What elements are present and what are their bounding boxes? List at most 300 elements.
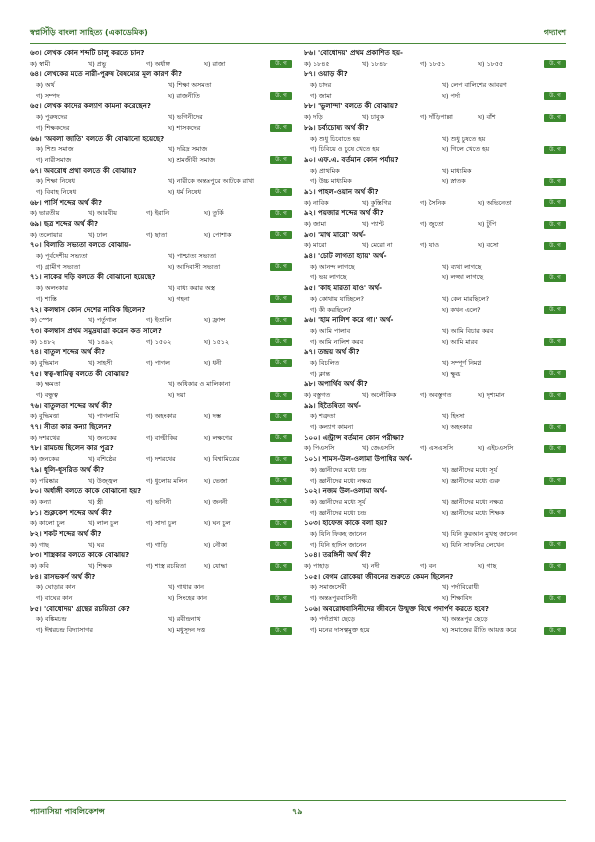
option-row xyxy=(30,358,292,369)
answer-badge: উ. গ xyxy=(270,563,292,571)
question-text: ৯০। এফ.এ. বর্তমান কোন পর্যায়? xyxy=(304,155,399,164)
option-row xyxy=(304,305,566,316)
answer-option: ঘ) ভেজা xyxy=(204,476,228,485)
answer-option: গ) জ্ঞানীদের মধ্যে নক্ষত্র xyxy=(310,476,372,485)
answer-option: ক) কন্যা xyxy=(30,497,51,506)
question-text: ৬৫। লেখক কাদের কল্যাণ কামনা করেছেন? xyxy=(30,102,151,111)
option-row xyxy=(304,176,566,187)
option-row xyxy=(304,443,566,454)
answer-option: ঘ) নৌকা xyxy=(204,540,228,549)
answer-option: গ) বিবাহ নিষেধ xyxy=(36,187,77,196)
answer-option: খ) পাশ্চাত্য সভ্যতা xyxy=(168,252,216,261)
option-row xyxy=(304,134,566,145)
answer-badge: উ. গ xyxy=(270,210,292,218)
answer-option: গ) নারীসমাজ xyxy=(36,155,72,164)
question-text: ৭৬। বাতুলতা শব্দের অর্থ কী? xyxy=(30,401,113,410)
answer-option: ক) নাবিক xyxy=(304,198,329,207)
question-block xyxy=(30,550,292,571)
question-block xyxy=(304,550,566,571)
answer-option: ঘ) তুর্কি xyxy=(204,209,224,218)
question-text: ৯৯। হিতৈষিতা অর্থ- xyxy=(304,401,361,410)
answer-option: খ) ভগিনীদের xyxy=(168,113,203,122)
option-row xyxy=(30,294,292,305)
question-text: ৮৮। 'ভুলান্দা' বলতে কী বোঝায়? xyxy=(304,102,399,111)
question-block xyxy=(30,529,292,550)
answer-option: গ) যিনি হাদিস জানেন xyxy=(310,540,367,549)
answer-badge: উ. গ xyxy=(270,477,292,485)
answer-option: ক) ঘোড়ার কান xyxy=(36,583,76,592)
answer-option: খ) চাবুক xyxy=(362,113,385,122)
option-row xyxy=(30,625,292,636)
question-text: ৭৭। সীতা কার কন্যা ছিলেন? xyxy=(30,423,112,432)
answer-option: ঘ) সিংহের কান xyxy=(168,594,207,603)
answer-option: গ) ভয় লাগছে xyxy=(310,273,347,282)
answer-option: ক) স্পেন xyxy=(30,316,53,325)
answer-option: খ) হিংসা xyxy=(442,412,465,421)
question-block xyxy=(30,69,292,101)
answer-option: খ) শিক্ষা অসমতা xyxy=(168,81,212,90)
answer-option: ঘ) ফ্রান্স xyxy=(204,316,226,325)
option-row xyxy=(30,614,292,625)
answer-option: খ) মাধ্যমিক xyxy=(442,166,472,175)
answer-option: গ) শাস্ত্র রচয়িতা xyxy=(146,562,186,570)
answer-badge: উ. গ xyxy=(544,221,566,229)
answer-option: ঘ) ঘন চুল xyxy=(204,519,231,528)
answer-badge: উ. গ xyxy=(270,392,292,400)
answer-option: ক) অর্থ xyxy=(36,81,55,90)
option-row xyxy=(304,240,566,251)
answer-option: ক) শত্রুতা xyxy=(310,412,336,421)
answer-option: খ) পাগলামি xyxy=(88,412,120,421)
answer-option: খ) সম্পূর্ণ নিমগ্ন xyxy=(442,358,482,367)
question-block xyxy=(30,401,292,422)
question-text: ৬৬। 'অবলা জাতি' বলতে কী বোঝানো হয়েছে? xyxy=(30,134,165,143)
answer-option: ক) কোথায় যাচ্ছিলে? xyxy=(310,294,364,303)
answer-option: গ) মনের দাসত্বমুক্ত হয়ে xyxy=(310,626,370,635)
answer-option: ক) স্বামী xyxy=(30,59,51,68)
question-text: ৬৩। লেখক কোন শব্দটি চালু করতে চান? xyxy=(30,49,145,57)
answer-option: ঘ) কখন এলে? xyxy=(442,305,481,314)
option-row xyxy=(304,422,566,433)
question-block xyxy=(30,198,292,219)
option-row xyxy=(304,411,566,422)
answer-option: খ) রবীন্দ্রনাথ xyxy=(168,615,201,624)
answer-badge: উ. গ xyxy=(270,434,292,442)
answer-option: ক) গাছ xyxy=(30,540,49,549)
answer-option: গ) সম্পদ xyxy=(36,91,60,100)
answer-option: ঘ) দম্ভ xyxy=(204,412,221,421)
answer-option: গ) জুতো xyxy=(420,220,444,228)
question-text: ৭৯। ধূলি-ধূসরিত অর্থ কী? xyxy=(30,465,105,474)
answer-option: খ) বাধ্য করার অস্ত্র xyxy=(168,284,215,293)
answer-option: ঘ) পর্দা xyxy=(442,91,461,100)
answer-option: ক) ক্ষমতা xyxy=(36,380,61,389)
answer-option: ঘ) আদিবাসী সভ্যতা xyxy=(168,262,221,271)
question-block xyxy=(30,48,292,69)
option-row xyxy=(304,198,566,209)
option-row xyxy=(304,614,566,625)
answer-option: ঘ) জ্ঞানীদের মধ্যে শিক্ষক xyxy=(442,508,505,517)
option-row xyxy=(304,326,566,337)
answer-option: ক) পাহাড় xyxy=(304,562,329,570)
answer-option: ঘ) গিলে খেতে হয় xyxy=(442,145,490,154)
answer-badge: উ. গ xyxy=(544,541,566,549)
answer-option: ক) জনকের xyxy=(30,455,60,464)
question-text: ৬৮। পার্সি শব্দের অর্থ কী? xyxy=(30,198,103,207)
answer-option: গ) দাঁড়িপাল্লা xyxy=(420,113,453,122)
right-column xyxy=(304,48,566,636)
question-block xyxy=(304,572,566,604)
book-title: স্বপ্নসিঁড়ি বাংলা সাহিত্য (একাডেমিক) xyxy=(30,28,148,37)
answer-option: খ) নদী xyxy=(362,562,380,570)
answer-option: ঘ) জননী xyxy=(204,497,228,506)
question-text: ৭২। কলম্বাস কোন দেশের নাবিক ছিলেন? xyxy=(30,305,146,314)
option-row xyxy=(304,476,566,487)
option-row xyxy=(304,540,566,551)
answer-option: গ) ক্লান্ত xyxy=(310,369,330,378)
answer-option: ঘ) এইচএসসি xyxy=(478,444,514,453)
answer-option: ক) বস্তুগত xyxy=(304,391,331,399)
question-text: ১০৫। বেগম রোকেয়া জীবনের শুরুতে কেমন ছিলেন? xyxy=(304,572,454,581)
answer-option: গ) উচ্চ মাধ্যমিক xyxy=(310,177,352,186)
option-row xyxy=(30,112,292,123)
option-row xyxy=(30,315,292,326)
answer-option: গ) বন্ধুত্ব xyxy=(36,391,58,399)
question-text: ৬৭। অবরোধ প্রথা বলতে কী বোঝায়? xyxy=(30,166,137,175)
answer-option: গ) জ্ঞানীদের মধ্যে চন্দ্র xyxy=(310,508,366,517)
answer-option: ক) পিএসসি xyxy=(304,444,335,453)
option-row xyxy=(304,80,566,91)
page-number: ৭৯ xyxy=(292,807,303,816)
question-block xyxy=(30,465,292,486)
answer-option: গ) গ্রামীণ সভ্যতা xyxy=(36,262,81,271)
option-row xyxy=(304,294,566,305)
question-block xyxy=(304,283,566,315)
answer-option: খ) ১৪৯২ xyxy=(88,337,114,346)
question-block xyxy=(30,219,292,240)
answer-option: খ) দরিদ্র সমাজ xyxy=(168,145,208,154)
answer-option: খ) অধিকার ও মালিকানা xyxy=(168,380,231,389)
answer-option: খ) পর্তুগাল xyxy=(88,316,117,325)
answer-badge: উ. গ xyxy=(544,146,566,154)
question-block xyxy=(304,230,566,251)
option-row xyxy=(30,540,292,551)
answer-badge: উ. গ xyxy=(544,595,566,603)
option-row xyxy=(30,262,292,273)
question-block xyxy=(304,48,566,69)
answer-badge: উ. গ xyxy=(270,359,292,367)
answer-badge: উ. গ xyxy=(544,445,566,453)
option-row xyxy=(30,379,292,390)
answer-option: ক) জ্ঞানীদের মধ্যে চন্দ্র xyxy=(310,465,367,474)
answer-option: ক) মারো xyxy=(304,241,327,250)
answer-option: খ) ১৮৪৮ xyxy=(362,59,388,68)
question-block xyxy=(30,486,292,507)
answer-option: খ) ঢাল xyxy=(88,230,107,239)
answer-option: খ) আরবীয় xyxy=(88,209,117,218)
option-row xyxy=(304,465,566,476)
answer-option: খ) আমি বিচার করব xyxy=(442,326,494,335)
answer-badge: উ. গ xyxy=(270,60,292,68)
answer-option: ক) অলংকার xyxy=(36,284,68,293)
option-row xyxy=(30,91,292,102)
answer-option: খ) সাহসী xyxy=(88,358,113,367)
option-row xyxy=(30,411,292,422)
question-text: ১০২। নজম উল-ওলামা অর্থ- xyxy=(304,487,388,496)
question-block xyxy=(30,347,292,368)
answer-option: খ) লেপ বালিশের আবরণ xyxy=(442,81,507,90)
answer-option: খ) জ্ঞানীদের মধ্যে সূর্য xyxy=(442,465,498,474)
answer-option: গ) অন্তঃপুরবাসিনী xyxy=(310,594,358,603)
answer-badge: উ. গ xyxy=(270,413,292,421)
answer-option: ঘ) শিক্ষাবিদ xyxy=(442,594,472,603)
option-row xyxy=(30,433,292,444)
answer-badge: উ. গ xyxy=(270,156,292,164)
answer-option: গ) জামা xyxy=(310,91,332,100)
question-text: ১০৬। অবরোধবাসিনীদের জীবনে উন্মুক্ত বিশ্বে পদার্পণ করতে হবে? xyxy=(304,604,489,613)
question-block xyxy=(304,604,566,636)
question-text: ৬৯। ছত্র শব্দের অর্থ কী? xyxy=(30,220,99,228)
option-row xyxy=(304,497,566,508)
question-block xyxy=(304,433,566,454)
question-text: ৮৭। ওয়াড় কী? xyxy=(304,70,348,79)
answer-badge: উ. গ xyxy=(270,124,292,132)
question-text: ৯৭। তন্দ্রয় অর্থ কী? xyxy=(304,348,360,357)
answer-badge: উ. গ xyxy=(270,188,292,196)
answer-option: ক) আনন্দ লাগছে xyxy=(310,262,355,271)
answer-badge: উ. গ xyxy=(544,178,566,186)
option-row xyxy=(304,272,566,283)
question-text: ৯৮। অপার্থিব অর্থ কী? xyxy=(304,380,368,389)
answer-option: খ) প্রভু xyxy=(88,59,107,68)
answer-badge: উ. গ xyxy=(270,338,292,346)
answer-option: খ) লাল চুল xyxy=(88,519,119,528)
answer-badge: উ. গ xyxy=(270,295,292,303)
answer-option: খ) জনকের xyxy=(88,433,117,442)
option-row xyxy=(304,369,566,380)
answer-option: খ) কুস্তিগির xyxy=(362,198,392,207)
option-row xyxy=(30,337,292,348)
option-row xyxy=(30,155,292,166)
answer-option: ঘ) যিনি সাফসির লেখেন xyxy=(442,540,504,549)
answer-option: গ) অবস্তুগত xyxy=(420,391,452,399)
question-block xyxy=(304,123,566,155)
answer-option: ঘ) লক্ষণের xyxy=(204,433,233,442)
answer-option: ক) জামা xyxy=(304,220,326,228)
publisher-name: প্যানাসিয়া পাবলিকেশন্স xyxy=(30,807,105,816)
answer-option: ঘ) দৃশ্যমান xyxy=(478,391,505,399)
question-text: ৭৩। কলম্বাস প্রথম সমুদ্রযাত্রা করেন কত সালে? xyxy=(30,326,162,335)
answer-option: ঘ) পোশাক xyxy=(204,230,232,239)
answer-option: গ) কল্যাণ কামনা xyxy=(310,423,354,432)
answer-option: ক) প্রাথমিক xyxy=(310,166,340,175)
answer-option: ঘ) ক্ষুব্ধ xyxy=(442,369,461,378)
answer-badge: উ. গ xyxy=(270,627,292,635)
answer-option: ক) পর্দাপ্রথা ছেড়ে xyxy=(310,615,355,624)
option-row xyxy=(30,283,292,294)
answer-option: ক) তলোয়ার xyxy=(30,230,63,239)
answer-option: গ) আমি নালিশ করব xyxy=(310,337,364,346)
question-block xyxy=(304,208,566,229)
option-row xyxy=(304,390,566,401)
answer-badge: উ. গ xyxy=(544,477,566,485)
answer-option: ঘ) শাসকদের xyxy=(168,123,201,132)
answer-option: ঘ) ১৫১২ xyxy=(204,337,230,346)
answer-option: গ) ১৮৫১ xyxy=(420,59,446,68)
section-label: গদ্যাংশ xyxy=(543,28,566,37)
option-row xyxy=(304,144,566,155)
answer-option: ঘ) স্নাতক xyxy=(442,177,466,186)
answer-badge: উ. গ xyxy=(270,498,292,506)
answer-option: ঘ) সমাজের রীতি আয়ত্ত করে xyxy=(442,626,517,635)
option-row xyxy=(304,112,566,123)
option-row xyxy=(30,593,292,604)
answer-option: গ) ধুলোয় মলিন xyxy=(146,476,188,485)
answer-option: ঘ) বসো xyxy=(478,241,499,250)
answer-option: গ) দশরথের xyxy=(146,455,176,464)
option-row xyxy=(304,219,566,230)
answer-badge: উ. গ xyxy=(544,627,566,635)
answer-option: ক) পরিষ্কার xyxy=(30,476,59,485)
question-text: ৮০। অর্ধাঙ্গী বলতে কাকে বোঝানো হয়? xyxy=(30,487,142,496)
answer-option: ক) বিচলিত xyxy=(310,358,340,367)
answer-badge: উ. গ xyxy=(270,595,292,603)
option-row xyxy=(30,497,292,508)
answer-option: গ) অর্ধাঙ্গ xyxy=(146,59,170,68)
answer-option: ক) কালো চুল xyxy=(30,519,65,528)
answer-option: খ) স্ত্রী xyxy=(88,497,103,506)
answer-option: ঘ) যোদ্ধা xyxy=(204,562,228,570)
answer-option: গ) সৈনিক xyxy=(420,198,446,207)
question-text: ১০১। শামস-উল-ওলামা উপাধির অর্থ- xyxy=(304,455,413,464)
question-block xyxy=(304,454,566,486)
question-block xyxy=(304,486,566,518)
question-block xyxy=(304,187,566,208)
question-text: ৮৯। চর্ব্যচোষ্য অর্থ কী? xyxy=(304,123,369,132)
question-text: ১০৩। হাফেজ কাকে বলা হয়? xyxy=(304,519,388,528)
option-row xyxy=(30,59,292,70)
answer-badge: উ. গ xyxy=(270,231,292,239)
answer-badge: উ. গ xyxy=(544,424,566,432)
answer-option: ঘ) আমি মারব xyxy=(442,337,478,346)
answer-badge: উ. গ xyxy=(544,274,566,282)
answer-badge: উ. গ xyxy=(270,520,292,528)
option-row xyxy=(30,208,292,219)
question-text: ৯৫। 'কাহ মারতা যাও' অর্থ- xyxy=(304,284,382,293)
answer-option: গ) ১৫০২ xyxy=(146,337,172,346)
option-row xyxy=(30,561,292,572)
left-column xyxy=(30,48,292,636)
question-block xyxy=(304,69,566,101)
option-row xyxy=(304,508,566,519)
option-row xyxy=(304,529,566,540)
question-block xyxy=(304,101,566,122)
answer-option: গ) এসএসসি xyxy=(420,444,453,453)
answer-option: গ) শাস্তি xyxy=(36,294,57,303)
option-row xyxy=(30,251,292,262)
answer-option: ক) জ্ঞানীদের মধ্যে সূর্য xyxy=(310,497,366,506)
answer-option: গ) ইরানি xyxy=(146,209,170,218)
answer-badge: উ. গ xyxy=(270,456,292,464)
answer-badge: উ. গ xyxy=(544,509,566,517)
option-row xyxy=(30,454,292,465)
question-block xyxy=(30,572,292,604)
option-row xyxy=(304,358,566,369)
answer-option: গ) যাও xyxy=(420,241,439,250)
question-block xyxy=(30,604,292,636)
answer-option: ঘ) গহনা xyxy=(168,294,190,303)
question-block xyxy=(30,369,292,401)
answer-option: খ) জেএসসি xyxy=(362,444,395,453)
question-text: ৯১। পাহল-ওয়ান অর্থ কী? xyxy=(304,187,379,196)
answer-option: ঘ) অভিনেতা xyxy=(478,198,512,207)
answer-option: গ) ইতালি xyxy=(146,316,172,325)
answer-option: খ) যিনি কুরআন মুখস্থ জানেন xyxy=(442,529,517,538)
answer-option: খ) গাধার কান xyxy=(168,583,204,592)
answer-option: ঘ) বিশ্বামিত্রের xyxy=(204,455,240,464)
answer-option: ক) শুধু চিবোতে হয় xyxy=(310,134,360,143)
answer-option: ঘ) বাঁশ xyxy=(478,113,496,122)
question-text: ৮৪। রাসভকর্ণ অর্থ কী? xyxy=(30,572,96,581)
answer-option: ক) চাদর xyxy=(310,81,332,90)
question-block xyxy=(30,508,292,529)
answer-option: খ) ব্যথা লাগছে xyxy=(442,262,482,271)
answer-option: ক) পুরুষদের xyxy=(36,113,68,122)
option-row xyxy=(30,582,292,593)
answer-option: খ) অলৌকিক xyxy=(362,391,397,399)
answer-option: ঘ) জ্ঞানীদের মধ্যে গুরু xyxy=(442,476,500,485)
question-text: ৭৮। রামচন্দ্র ছিলেন কার পুত্র? xyxy=(30,444,114,453)
answer-option: ক) শিশু সমাজ xyxy=(36,145,74,154)
question-block xyxy=(304,251,566,283)
answer-option: গ) বাল্মীকির xyxy=(146,433,178,442)
answer-option: ঘ) গাছ xyxy=(478,562,497,570)
question-block xyxy=(304,315,566,347)
answer-badge: উ. গ xyxy=(544,199,566,207)
answer-option: খ) বশিষ্ঠের xyxy=(88,455,117,464)
answer-badge: উ. গ xyxy=(270,317,292,325)
answer-option: গ) কী করছিলে? xyxy=(310,305,352,314)
answer-option: ক) ভারতীয় xyxy=(30,209,60,218)
answer-option: খ) পর্দাবিরোধী xyxy=(442,583,480,592)
option-row xyxy=(30,80,292,91)
answer-option: খ) অন্তঃপুর ছেড়ে xyxy=(442,615,488,624)
answer-option: ঘ) মধুসূদন দত্ত xyxy=(168,626,205,635)
option-row xyxy=(304,59,566,70)
question-block xyxy=(30,101,292,133)
question-text: ১০০। এন্ট্রান্স বর্তমান কোন পরীক্ষা? xyxy=(304,433,405,442)
answer-option: গ) বাঘের কান xyxy=(36,594,73,603)
answer-option: ঘ) দয়া xyxy=(168,391,186,399)
answer-option: ঘ) টুপি xyxy=(478,220,497,228)
question-text: ৯৩। 'মাথ মারো' অর্থ- xyxy=(304,230,366,239)
answer-option: গ) সাদা চুল xyxy=(146,519,177,528)
answer-option: ঘ) অহংকার xyxy=(442,423,472,432)
question-block xyxy=(304,347,566,379)
answer-option: ঘ) লজ্জা লাগছে xyxy=(442,273,484,282)
question-block xyxy=(304,155,566,187)
question-text: ৭৫। স্বত্ব-স্বামিত্ব বলতে কী বোঝায়? xyxy=(30,369,130,378)
option-row xyxy=(304,593,566,604)
answer-option: গ) শিক্ষকদের xyxy=(36,123,70,132)
page-footer xyxy=(30,800,566,820)
question-text: ৭০। বিলাতি সভ্যতা বলতে বোঝায়- xyxy=(30,241,132,250)
question-block xyxy=(30,134,292,166)
answer-badge: উ. গ xyxy=(544,242,566,250)
answer-option: ক) ১৮৪৫ xyxy=(304,59,330,68)
option-row xyxy=(30,230,292,241)
question-text: ৯৪। 'চোট লাগতা হ্যায়' অর্থ- xyxy=(304,252,387,261)
